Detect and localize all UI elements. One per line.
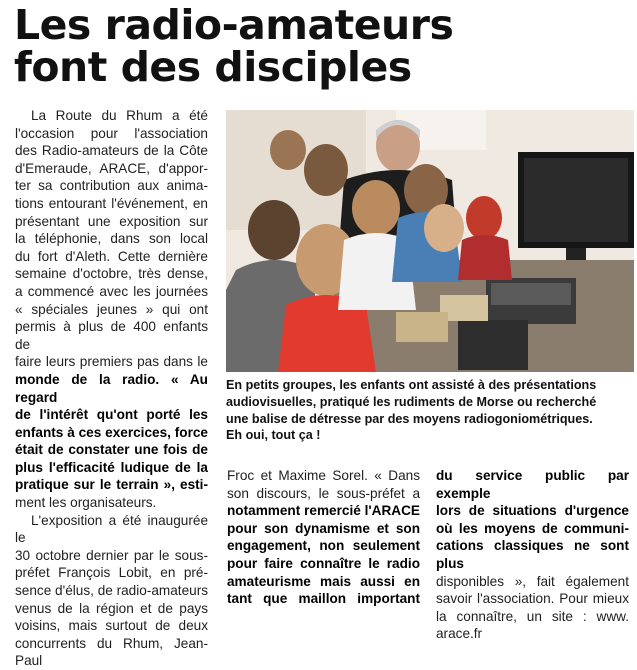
col2-line-quote: tant que maillon important — [227, 591, 420, 607]
col1-line: tions entourant l'événement, en — [15, 195, 208, 211]
col3-line-quote: cations classiques ne sont plus — [436, 538, 629, 571]
col2-line-quote: pour son dynamisme et son — [227, 520, 420, 536]
col1-line: du fort d'Aleth. Cette dernière — [15, 248, 208, 264]
col2-line: son discours, le sous-préfet a — [227, 485, 420, 501]
caption-line: En petits groupes, les enfants ont assisté à des présentations — [226, 378, 597, 392]
col1-line: venus de la région et de pays — [15, 600, 208, 616]
col1-line: d'Emeraude, ARACE, d'appor- — [15, 160, 208, 176]
col1-line-quote: monde de la radio. « Au regard — [15, 371, 208, 405]
col1-line: semaine d'octobre, très dense, — [15, 266, 208, 282]
col1-line: ment les organisateurs. — [15, 495, 157, 511]
headline-line-2: font des disciples — [14, 43, 412, 91]
col1-line-quote: enfants à ces exercices, force — [15, 424, 208, 440]
col3-line: disponibles », fait également — [436, 573, 629, 589]
col2-line: Froc et Maxime Sorel. « Dans — [227, 468, 420, 483]
photo-illustration — [226, 110, 634, 372]
col2-line-quote: engagement, non seulement — [227, 538, 420, 554]
col1-line-quote: de l'intérêt qu'ont porté les — [15, 407, 208, 423]
article-column-3 — [436, 467, 629, 643]
article-headline — [14, 1, 634, 91]
col1-line-quote: était de constater une fois de — [15, 442, 208, 458]
col1-line: la téléphonie, dans son local — [15, 231, 208, 247]
col1-line: concurrents du Rhum, Jean-Paul — [15, 635, 208, 669]
col1-line: « spéciales jeunes » qui ont — [15, 301, 208, 317]
col1-line: 30 octobre dernier par le sous- — [15, 547, 208, 563]
col3-line-quote: lors de situations d'urgence — [436, 503, 629, 519]
col1-line: La Route du Rhum a été — [31, 108, 208, 123]
col1-line-quote: plus l'efficacité ludique de la — [15, 459, 208, 475]
col2-line-quote: pour faire connaître le radio — [227, 555, 420, 571]
col2-line-quote: notamment remercié l'ARACE — [227, 503, 420, 519]
col3-line-quote: où les moyens de communi- — [436, 520, 629, 536]
col3-line: la connaître, un site : www. — [436, 608, 629, 624]
caption-line: Eh oui, tout ça ! — [226, 428, 321, 443]
caption-line: audiovisuelles, pratiqué les rudiments de Morse ou recherché — [226, 394, 597, 409]
col1-line-quote: pratique sur le terrain », esti- — [15, 477, 208, 493]
col1-line: faire leurs premiers pas dans le — [15, 354, 208, 370]
col1-line: présentant une exposition sur — [15, 213, 208, 229]
col3-line-quote: du service public par exemple — [436, 468, 629, 501]
article-photo — [226, 110, 634, 372]
col1-line: voisins, mais surtout de deux — [15, 618, 208, 634]
col1-line: ter sa contribution aux anima- — [15, 178, 208, 194]
article-column-2 — [227, 467, 420, 608]
col1-line: a commencé avec les journées — [15, 283, 208, 299]
article-column-1 — [15, 107, 208, 670]
photo-caption — [226, 377, 634, 444]
col3-line: savoir l'association. Pour mieux — [436, 591, 629, 607]
col2-line-quote: amateurisme mais aussi en — [227, 573, 420, 589]
col1-line: l'occasion pour l'association — [15, 125, 208, 141]
col1-line: L'exposition a été inaugurée le — [15, 512, 208, 546]
col3-line: arace.fr — [436, 626, 483, 642]
caption-line: une balise de détresse par des moyens radiogoniométriques. — [226, 411, 593, 426]
headline-line-1: Les radio-amateurs — [14, 1, 454, 49]
col1-line: des Radio-amateurs de la Côte — [15, 143, 208, 159]
col1-line: sence d'élus, de radio-amateurs — [15, 583, 209, 599]
col1-line: préfet François Lobit, en pré- — [15, 565, 208, 581]
col1-line: permis à plus de 400 enfants de — [15, 319, 208, 352]
